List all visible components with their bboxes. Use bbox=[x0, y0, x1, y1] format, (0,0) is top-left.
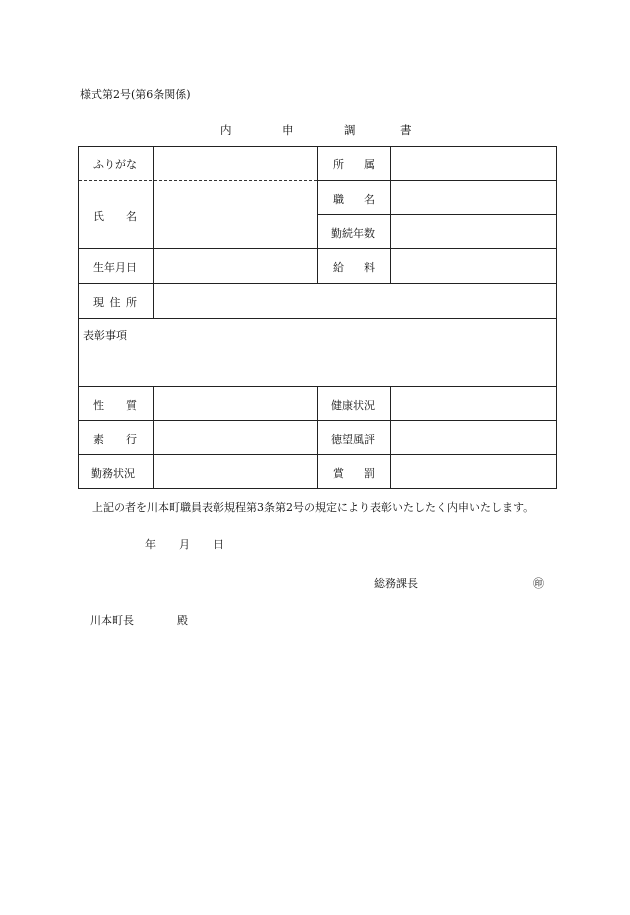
row-divider bbox=[317, 180, 557, 181]
label-char: 名 bbox=[126, 210, 137, 223]
label-char: 住 bbox=[109, 296, 121, 309]
row-divider bbox=[317, 214, 557, 215]
label-char: 氏 bbox=[93, 210, 104, 223]
affiliation-label bbox=[333, 156, 375, 172]
row-divider bbox=[79, 454, 557, 455]
salary-label bbox=[333, 259, 375, 275]
column-divider bbox=[390, 386, 391, 489]
label-char: 給 bbox=[333, 261, 344, 274]
rewards-penalties-label bbox=[333, 465, 375, 481]
row-divider bbox=[79, 248, 557, 249]
row-divider bbox=[79, 318, 557, 319]
day-label: 日 bbox=[213, 538, 224, 551]
furigana-label: ふりがな bbox=[93, 158, 137, 171]
label-char: 性 bbox=[93, 399, 104, 412]
address-label bbox=[93, 294, 137, 310]
title-char: 申 bbox=[282, 123, 294, 137]
title-char: 書 bbox=[400, 123, 412, 137]
seal-mark: ㊞ bbox=[533, 577, 544, 590]
label-char: 料 bbox=[364, 261, 375, 274]
health-label: 健康状況 bbox=[331, 399, 375, 412]
row-divider bbox=[79, 386, 557, 387]
form-number: 様式第2号(第6条関係) bbox=[80, 88, 191, 101]
position-label bbox=[333, 191, 375, 207]
label-char: 所 bbox=[126, 296, 137, 309]
conduct-label bbox=[93, 431, 137, 447]
row-divider bbox=[79, 283, 557, 284]
column-divider bbox=[153, 147, 154, 283]
furigana-divider bbox=[79, 180, 317, 181]
label-char: 罰 bbox=[364, 467, 375, 480]
birth-date-label: 生年月日 bbox=[93, 261, 137, 274]
label-char: 質 bbox=[126, 399, 137, 412]
years-of-service-label: 勤続年数 bbox=[331, 227, 375, 240]
column-divider bbox=[317, 147, 318, 283]
title-char: 内 bbox=[220, 123, 232, 137]
reputation-label: 徳望風評 bbox=[331, 433, 375, 446]
column-divider bbox=[317, 386, 318, 489]
addressee-honorific: 殿 bbox=[177, 614, 188, 627]
year-label: 年 bbox=[145, 538, 156, 551]
label-char: 行 bbox=[126, 433, 137, 446]
date-line bbox=[145, 536, 225, 550]
addressee-name: 川本町長 bbox=[90, 614, 134, 627]
work-status-label: 勤務状況 bbox=[91, 467, 135, 480]
row-divider bbox=[79, 420, 557, 421]
application-form-table bbox=[78, 146, 557, 489]
label-char: 現 bbox=[93, 296, 104, 309]
column-divider bbox=[153, 283, 154, 318]
column-divider bbox=[390, 147, 391, 283]
label-char: 属 bbox=[364, 158, 375, 171]
signer-title: 総務課長 bbox=[374, 577, 418, 590]
statement-text: 上記の者を川本町職員表彰規程第3条第2号の規定により表彰いたしたく内申いたします。 bbox=[92, 501, 535, 514]
label-char: 素 bbox=[93, 433, 104, 446]
commendation-items-label: 表彰事項 bbox=[83, 329, 127, 342]
character-label bbox=[93, 397, 137, 413]
label-char: 職 bbox=[333, 193, 344, 206]
name-label bbox=[93, 208, 137, 224]
title-char: 調 bbox=[344, 123, 356, 137]
label-char: 名 bbox=[364, 193, 375, 206]
month-label: 月 bbox=[179, 538, 190, 551]
label-char: 賞 bbox=[333, 467, 344, 480]
column-divider bbox=[153, 386, 154, 489]
label-char: 所 bbox=[333, 158, 344, 171]
document-title bbox=[220, 122, 420, 138]
